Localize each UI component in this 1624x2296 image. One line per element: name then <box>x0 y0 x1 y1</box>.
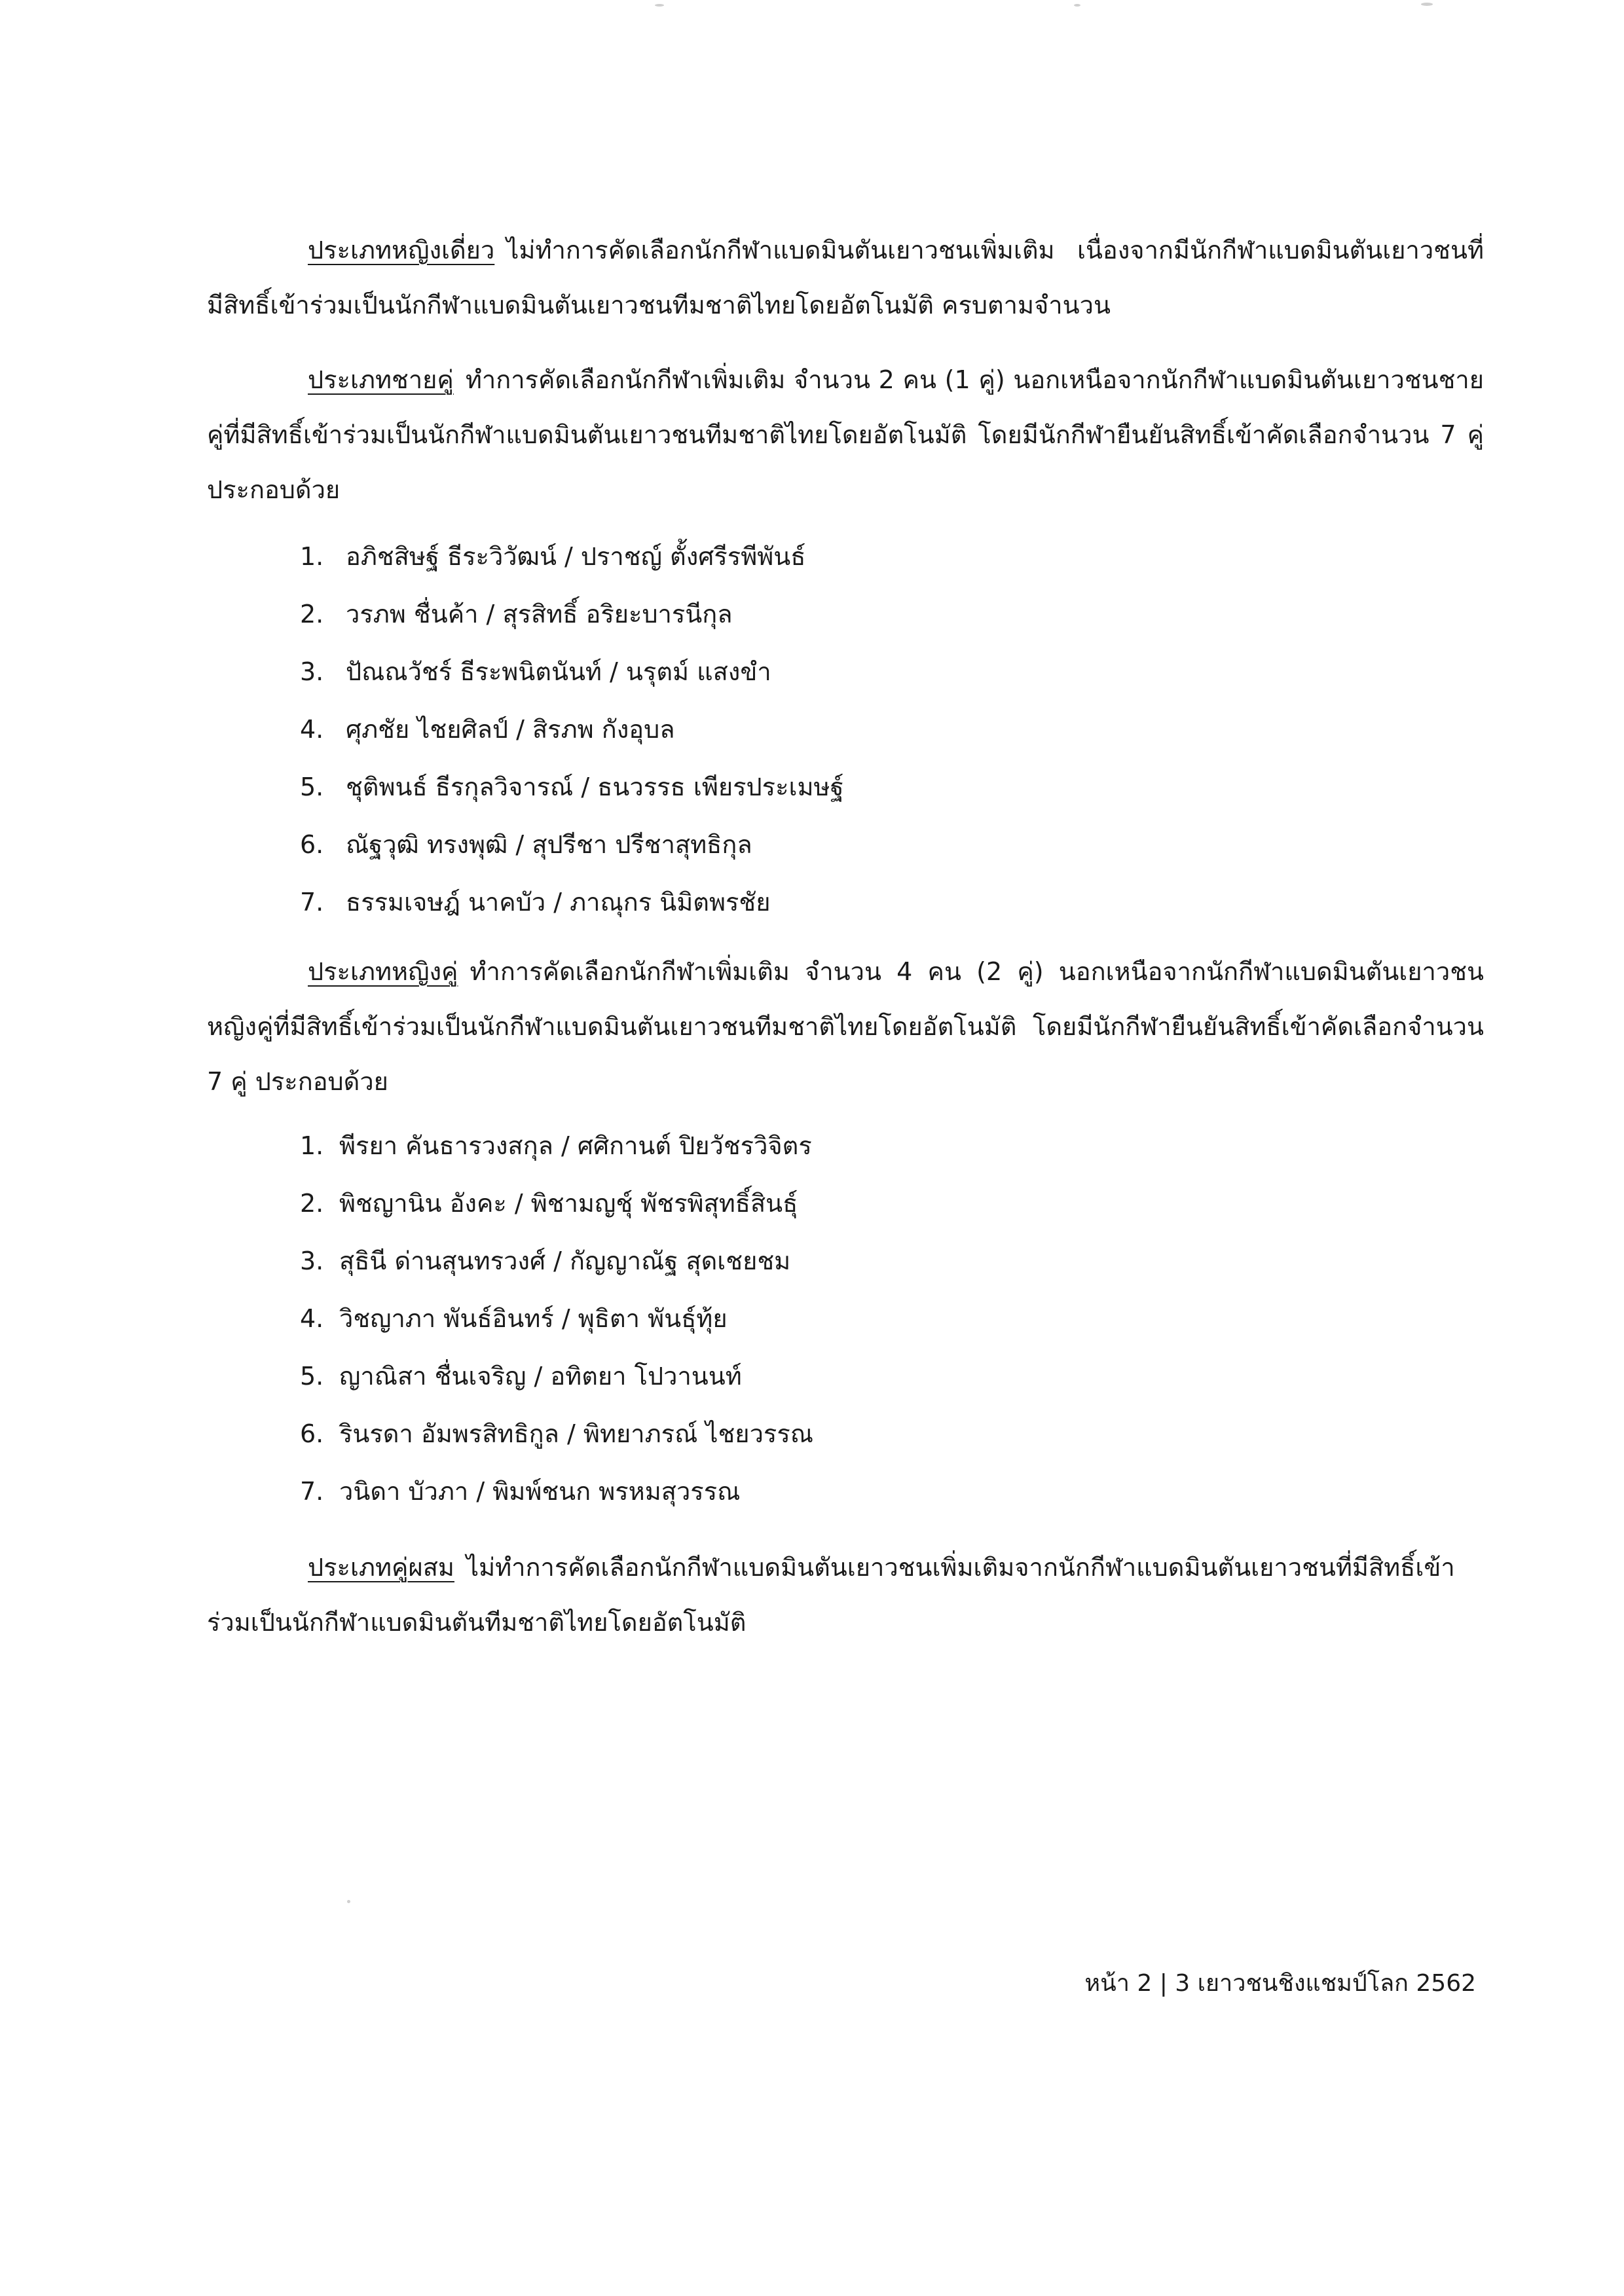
list-item <box>300 585 844 643</box>
section-text: ไม่ทำการคัดเลือกนักกีฬาแบดมินตันเยาวชนเพิ่มเติม เนื่องจากมีนักกีฬาแบดมินตันเยาวชนที่มีสิทธิ์เข้าร่วมเป็นนักกีฬาแบดมินตันเยาวชนทีมชาติไทยโดยอัตโนมัติ ครบตามจำนวน <box>207 236 1484 319</box>
item-number: 4. <box>300 1304 324 1333</box>
item-number: 1. <box>300 1131 324 1160</box>
section-text: ทำการคัดเลือกนักกีฬาเพิ่มเติม จำนวน 4 คน (2 คู่) นอกเหนือจากนักกีฬาแบดมินตันเยาวชนหญิงคู่ที่มีสิทธิ์เข้าร่วมเป็นนักกีฬาแบดมินตันเยาวชนทีมชาติไทยโดยอัตโนมัติ โดยมีนักกีฬายืนยันสิทธิ์เข้าคัดเลือกจำนวน 7 คู่ ประกอบด้วย <box>207 957 1484 1096</box>
list-item <box>300 1232 813 1290</box>
list-item <box>300 701 844 758</box>
mens-doubles-pair-list <box>300 528 844 931</box>
item-number: 6. <box>300 1419 324 1448</box>
section-mens-doubles <box>207 352 1484 517</box>
list-item <box>300 873 844 931</box>
womens-doubles-pair-list <box>300 1117 813 1520</box>
section-heading: ประเภทหญิงเดี่ยว <box>308 236 495 264</box>
item-names: ณัฐวุฒิ ทรงพุฒิ / สุปรีชา ปรีชาสุทธิกุล <box>346 830 752 859</box>
item-number: 1. <box>300 542 324 571</box>
item-names: สุธินี ด่านสุนทรวงศ์ / กัญญาณัฐ สุดเชยชม <box>339 1247 791 1275</box>
item-names: พีรยา คันธารวงสกุล / ศศิกานต์ ปิยวัชรวิจิตร <box>339 1131 812 1160</box>
item-number: 7. <box>300 1477 324 1506</box>
item-number: 3. <box>300 657 324 686</box>
item-names: ญาณิสา ชื่นเจริญ / อทิตยา โปวานนท์ <box>339 1362 742 1391</box>
section-womens-singles <box>207 223 1484 333</box>
item-number: 3. <box>300 1247 324 1275</box>
list-item <box>300 758 844 816</box>
list-item <box>300 528 844 585</box>
list-item <box>300 643 844 701</box>
scan-speck <box>655 4 664 7</box>
item-names: รินรดา อัมพรสิทธิกูล / พิทยาภรณ์ ไชยวรรณ <box>339 1419 813 1448</box>
scan-speck <box>347 1900 350 1903</box>
item-names: วิชญาภา พันธ์อินทร์ / พุธิตา พันธุ์ทุ้ย <box>339 1304 728 1333</box>
list-item <box>300 816 844 873</box>
section-mixed-doubles <box>207 1540 1484 1650</box>
list-item <box>300 1347 813 1405</box>
item-number: 7. <box>300 888 324 917</box>
item-names: พิชญานิน อังคะ / พิชามญชุ์ พัชรพิสุทธิ์สินธุ์ <box>339 1189 798 1218</box>
scan-speck <box>1074 4 1080 7</box>
item-names: ชุติพนธ์ ธีรกุลวิจารณ์ / ธนวรรธ เพียรประเมษฐ์ <box>346 773 844 801</box>
section-womens-doubles <box>207 944 1484 1109</box>
item-names: อภิชสิษฐ์ ธีระวิวัฒน์ / ปราชญ์ ตั้งศรีรพีพันธ์ <box>346 542 806 571</box>
item-number: 2. <box>300 600 324 629</box>
item-number: 5. <box>300 773 324 801</box>
section-heading: ประเภทชายคู่ <box>308 365 454 394</box>
list-item <box>300 1175 813 1232</box>
list-item <box>300 1405 813 1463</box>
item-names: วรภพ ชื่นค้า / สุรสิทธิ์ อริยะบารนีกุล <box>346 600 733 629</box>
item-names: ปัณณวัชร์ ธีระพนิตนันท์ / นรุตม์ แสงขำ <box>346 657 771 686</box>
item-names: ธรรมเจษฎ์ นาคบัว / ภาณุกร นิมิตพรชัย <box>346 888 771 917</box>
list-item <box>300 1290 813 1347</box>
item-names: ศุภชัย ไชยศิลป์ / สิรภพ กังอุบล <box>346 715 675 744</box>
item-number: 5. <box>300 1362 324 1391</box>
section-heading: ประเภทหญิงคู่ <box>308 957 458 986</box>
section-text: ไม่ทำการคัดเลือกนักกีฬาแบดมินตันเยาวชนเพิ่มเติมจากนักกีฬาแบดมินตันเยาวชนที่มีสิทธิ์เข้าร่วมเป็นนักกีฬาแบดมินตันทีมชาติไทยโดยอัตโนมัติ <box>207 1553 1455 1637</box>
item-number: 4. <box>300 715 324 744</box>
list-item <box>300 1463 813 1520</box>
list-item <box>300 1117 813 1175</box>
item-number: 2. <box>300 1189 324 1218</box>
scan-speck <box>1421 3 1433 6</box>
section-text: ทำการคัดเลือกนักกีฬาเพิ่มเติม จำนวน 2 คน (1 คู่) นอกเหนือจากนักกีฬาแบดมินตันเยาวชนชายคู่ที่มีสิทธิ์เข้าร่วมเป็นนักกีฬาแบดมินตันเยาวชนทีมชาติไทยโดยอัตโนมัติ โดยมีนักกีฬายืนยันสิทธิ์เข้าคัดเลือกจำนวน 7 คู่ ประกอบด้วย <box>207 365 1484 504</box>
section-heading: ประเภทคู่ผสม <box>308 1553 454 1582</box>
item-number: 6. <box>300 830 324 859</box>
page-footer: หน้า 2 | 3 เยาวชนชิงแชมป์โลก 2562 <box>1084 1970 1476 1997</box>
item-names: วนิดา บัวภา / พิมพ์ชนก พรหมสุวรรณ <box>339 1477 741 1506</box>
